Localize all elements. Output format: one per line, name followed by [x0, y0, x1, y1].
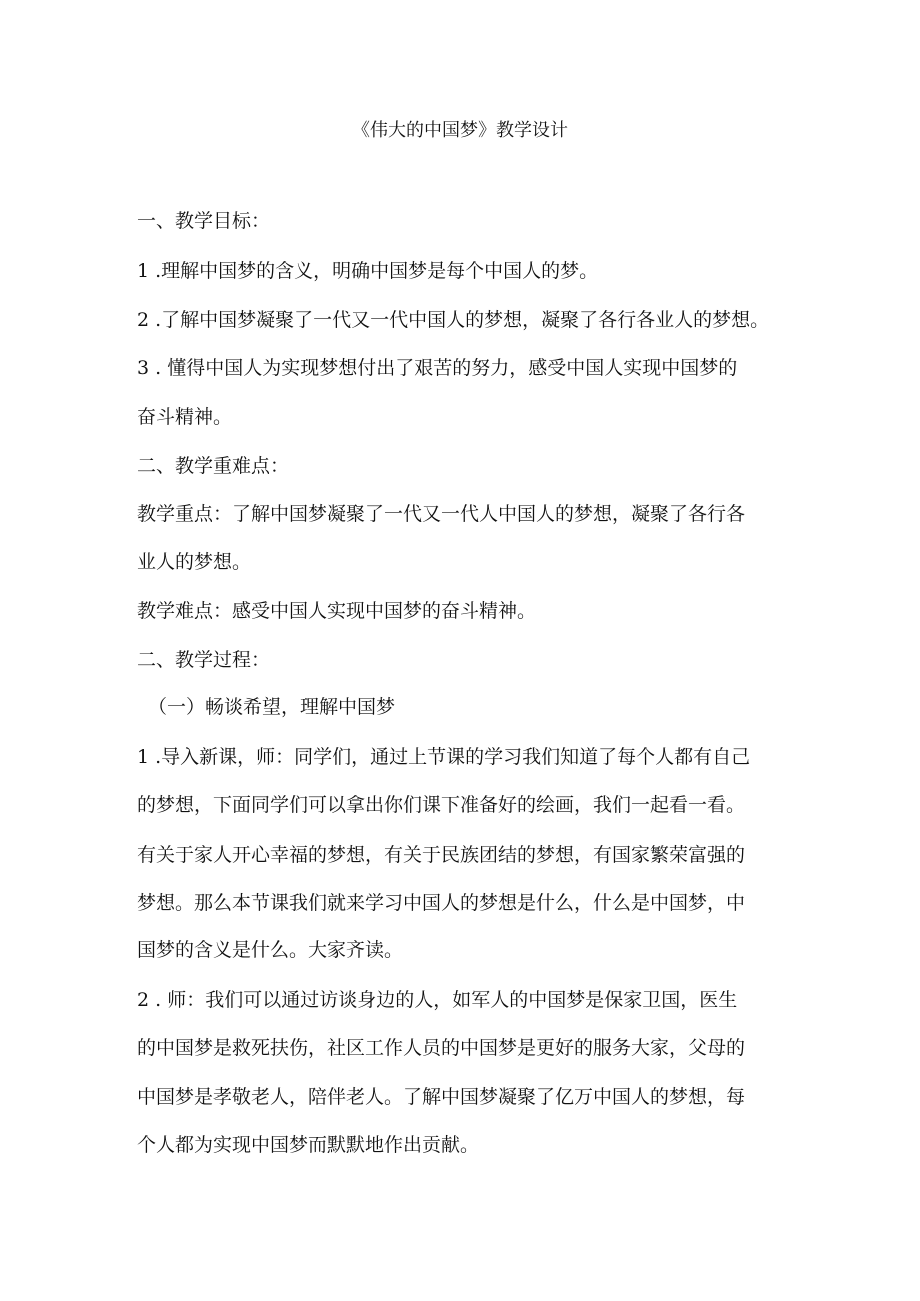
process-step-1-line-4: 梦想。那么本节课我们就来学习中国人的梦想是什么，什么是中国梦，中 [137, 892, 746, 914]
process-step-1-line-5: 国梦的含义是什么。大家齐读。 [137, 939, 404, 961]
document-title: 《伟大的中国梦》教学设计 [352, 120, 568, 141]
process-step-2-line-4: 个人都为实现中国梦而默默地作出贡献。 [137, 1134, 480, 1156]
process-step-2-line-1: 2 . 师：我们可以通过访谈身边的人，如军人的中国梦是保家卫国，医生 [137, 989, 738, 1011]
section-heading-objectives: 一、教学目标： [137, 210, 271, 232]
key-point-line-1: 教学重点：了解中国梦凝聚了一代又一代人中国人的梦想，凝聚了各行各 [137, 503, 746, 525]
process-step-1-line-3: 有关于家人开心幸福的梦想，有关于民族团结的梦想，有国家繁荣富强的 [137, 844, 746, 866]
process-step-1-line-2: 的梦想，下面同学们可以拿出你们课下准备好的绘画，我们一起看一看。 [137, 794, 746, 816]
difficult-point: 教学难点：感受中国人实现中国梦的奋斗精神。 [137, 600, 537, 622]
process-step-1-line-1: 1 .导入新课，师：同学们，通过上节课的学习我们知道了每个人都有自己 [137, 746, 751, 768]
key-point-line-2: 业人的梦想。 [137, 551, 252, 573]
objective-3-line-1: 3 . 懂得中国人为实现梦想付出了艰苦的努力，感受中国人实现中国梦的 [137, 357, 738, 379]
subsection-heading-1: （一）畅谈希望，理解中国梦 [148, 696, 396, 718]
process-step-2-line-3: 中国梦是孝敬老人，陪伴老人。了解中国梦凝聚了亿万中国人的梦想，每 [137, 1086, 746, 1108]
objective-2: 2 .了解中国梦凝聚了一代又一代中国人的梦想，凝聚了各行各业人的梦想。 [137, 309, 770, 331]
section-heading-key-points: 二、教学重难点： [137, 455, 290, 477]
objective-1: 1 .理解中国梦的含义，明确中国梦是每个中国人的梦。 [137, 260, 599, 282]
process-step-2-line-2: 的中国梦是救死扶伤，社区工作人员的中国梦是更好的服务大家，父母的 [137, 1037, 746, 1059]
section-heading-process: 二、教学过程： [137, 649, 271, 671]
objective-3-line-2: 奋斗精神。 [137, 406, 233, 428]
